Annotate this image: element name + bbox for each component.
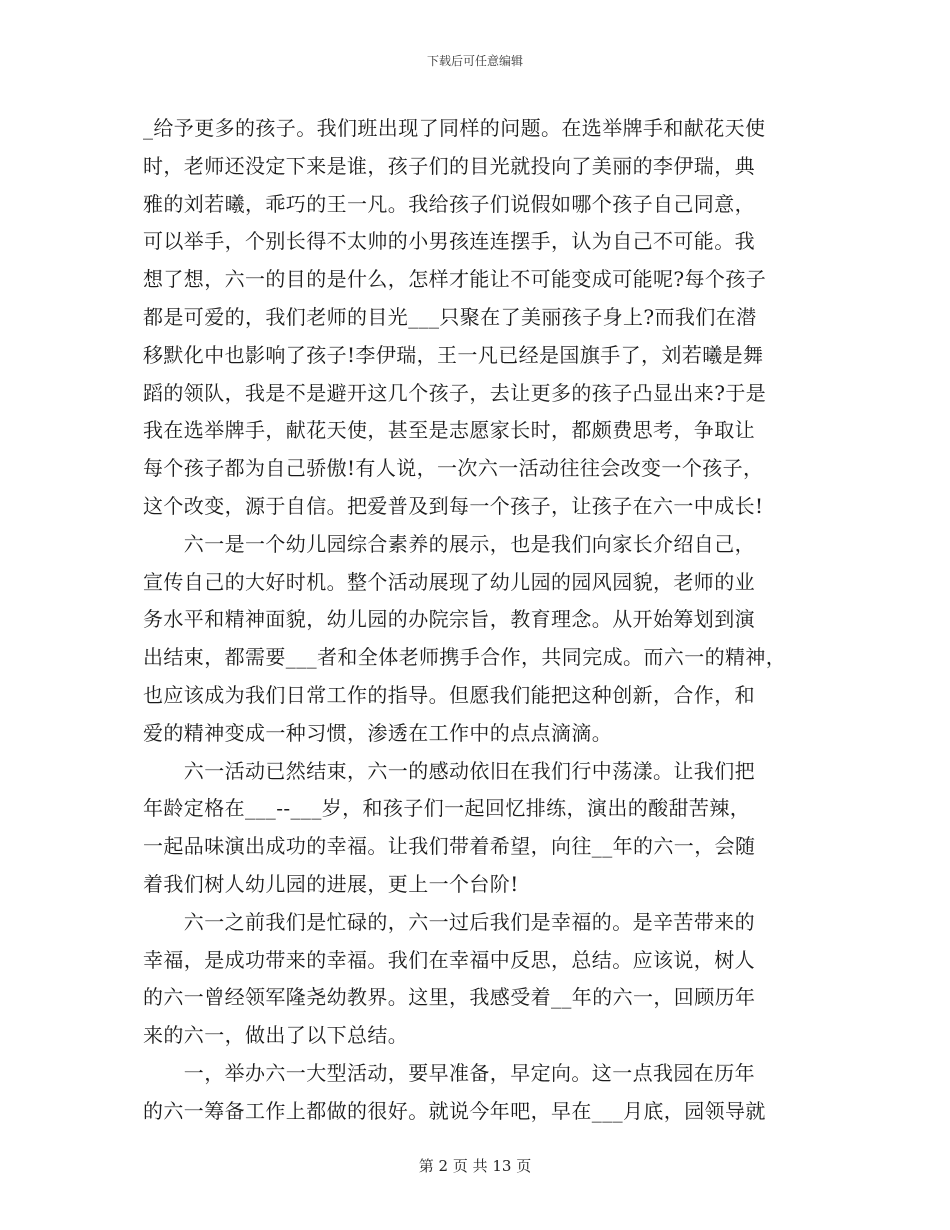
text-line: 来的六一，做出了以下总结。 — [143, 1023, 409, 1048]
text-line: 务水平和精神面貌，幼儿园的办院宗旨，教育理念。从开始筹划到演 — [143, 607, 755, 632]
text-line: 着我们树人幼儿园的进展，更上一个台阶! — [143, 871, 519, 896]
text-line: 六一活动已然结束，六一的感动依旧在我们行中荡漾。让我们把 — [143, 758, 755, 783]
text-line: 一起品味演出成功的幸福。让我们带着希望，向往__年的六一，会随 — [143, 834, 756, 859]
text-line: _给予更多的孩子。我们班出现了同样的问题。在选举牌手和献花天使 — [143, 116, 766, 140]
text-line: 的六一筹备工作上都做的很好。就说今年吧，早在___月底，园领导就 — [143, 1098, 766, 1123]
text-line: 可以举手，个别长得不太帅的小男孩连连摆手，认为自己不可能。我 — [143, 229, 755, 254]
text-line: 每个孩子都为自己骄傲!有人说，一次六一活动往往会改变一个孩子， — [143, 456, 764, 481]
page-footer: 第 2 页 共 13 页 — [418, 1157, 532, 1175]
text-line: 时，老师还没定下来是谁，孩子们的目光就投向了美丽的李伊瑞，典 — [143, 153, 755, 178]
text-line: 年龄定格在___--___岁，和孩子们一起回忆排练，演出的酸甜苦辣， — [143, 796, 751, 821]
text-line: 的六一曾经领军隆尧幼教界。这里，我感受着__年的六一，回顾历年 — [143, 985, 756, 1010]
text-line: 想了想，六一的目的是什么，怎样才能让不可能变成可能呢?每个孩子 — [143, 267, 767, 292]
text-line: 宣传自己的大好时机。整个活动展现了幼儿园的园风园貌，老师的业 — [143, 569, 755, 594]
text-line: 六一是一个幼儿园综合素养的展示，也是我们向家长介绍自己， — [143, 531, 755, 556]
document-body — [143, 110, 823, 1131]
text-line: 爱的精神变成一种习惯，渗透在工作中的点点滴滴。 — [143, 720, 613, 745]
text-line: 蹈的领队，我是不是避开这几个孩子，去让更多的孩子凸显出来?于是 — [143, 380, 767, 405]
text-line: 我在选举牌手，献花天使，甚至是志愿家长时，都颇费思考，争取让 — [143, 418, 755, 443]
text-line: 雅的刘若曦，乖巧的王一凡。我给孩子们说假如哪个孩子自己同意， — [143, 191, 755, 216]
text-line: 一，举办六一大型活动，要早准备，早定向。这一点我园在历年 — [143, 1060, 755, 1085]
text-line: 六一之前我们是忙碌的，六一过后我们是幸福的。是辛苦带来的 — [143, 909, 755, 934]
text-line: 也应该成为我们日常工作的指导。但愿我们能把这种创新，合作，和 — [143, 682, 755, 707]
text-line: 这个改变，源于自信。把爱普及到每一个孩子，让孩子在六一中成长! — [143, 493, 764, 518]
text-line: 移默化中也影响了孩子!李伊瑞，王一凡已经是国旗手了，刘若曦是舞 — [143, 342, 764, 367]
page-header: 下载后可任意编辑 — [426, 54, 523, 68]
text-line: 幸福，是成功带来的幸福。我们在幸福中反思，总结。应该说，树人 — [143, 947, 755, 972]
text-line: 出结束，都需要___者和全体老师携手合作，共同完成。而六一的精神， — [143, 645, 787, 670]
text-line: 都是可爱的，我们老师的目光___只聚在了美丽孩子身上?而我们在潜 — [143, 304, 757, 329]
